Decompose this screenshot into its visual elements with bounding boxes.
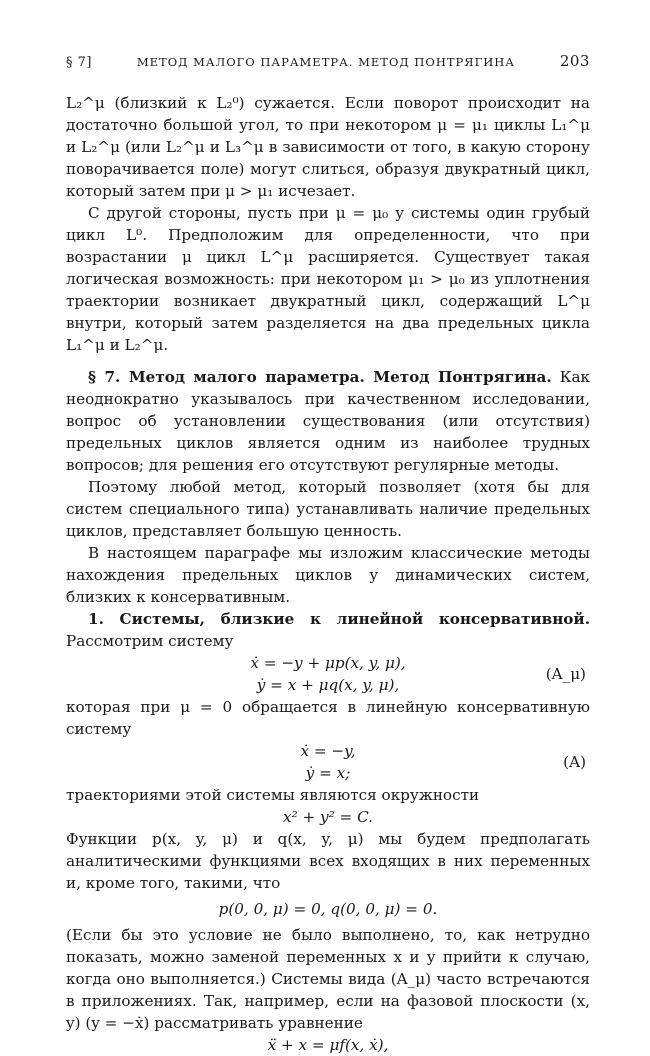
equation-condition: p(0, 0, μ) = 0, q(0, 0, μ) = 0.: [218, 900, 438, 918]
equation-circle: x² + y² = C.: [283, 808, 373, 826]
equation-last: ẍ + x = μf(x, ẋ),: [267, 1036, 389, 1054]
paragraph-9: Функции p(x, y, μ) и q(x, y, μ) мы будем предполагать аналитическими функциями всех входящих в них переменных и, кроме того, такими, что: [66, 830, 590, 892]
section-7-intro: [66, 366, 590, 476]
paragraph-5: В настоящем параграфе мы изложим классические методы нахождения предельных циклов у динамических систем, близких к консервативным.: [66, 544, 590, 606]
equation-tag-a-mu: (A_μ): [545, 665, 586, 683]
equation-a-line-2: [66, 753, 590, 784]
equation-circle-line: [66, 806, 590, 828]
running-header: [66, 52, 590, 70]
paragraph-1: L₂^μ (близкий к L₂⁰) сужается. Если поворот происходит на достаточно большой угол, то при некотором μ = μ₁ циклы L₁^μ и L₂^μ (или L₂^μ и L₃^μ в зависимости от того, в какую сторону поворачивается поле) могут слиться, образуя двукратный цикл, который затем при μ > μ₁ исчезает.: [66, 94, 590, 200]
equation-last-line: [66, 1034, 590, 1056]
book-page: [66, 52, 590, 1056]
equation-a-mu-1: ẋ = −y + μp(x, y, μ),: [250, 654, 406, 672]
equation-a-mu-2: ẏ = x + μq(x, y, μ),: [256, 676, 400, 694]
equation-a-1: ẋ = −y,: [300, 742, 356, 760]
equation-tag-a: (A): [563, 753, 586, 771]
equation-a-mu-line-1: [66, 652, 590, 674]
equation-a-mu-line-2: [66, 665, 590, 696]
paragraph-4: Поэтому любой метод, который позволяет (хотя бы для систем специального типа) устанавливать наличие предельных циклов, представляет большую ценность.: [66, 478, 590, 540]
equation-a-line-1: [66, 740, 590, 762]
subsection-intro: [66, 608, 590, 652]
equation-a-2: ẏ = x;: [305, 764, 351, 782]
page-number: 203: [559, 52, 590, 70]
header-section: § 7]: [66, 55, 92, 70]
section-intro-text: Как неоднократно указывалось при качественном исследовании, вопрос об установлении существования (или отсутствия) предельных циклов является одним из наиболее трудных вопросов; для решения его отсутствуют регулярные методы.: [66, 368, 591, 474]
subsection-heading: 1. Системы, близкие к линейной консервативной.: [88, 610, 590, 628]
paragraph-10: (Если бы это условие не было выполнено, то, как нетрудно показать, можно заменой переменных x и y прийти к случаю, когда оно выполняется.) Системы вида (A_μ) часто встречаются в приложениях. Так, например, если на фазовой плоскости (x, y) (y = −ẋ) рассматривать уравнение: [66, 926, 590, 1032]
section-heading: § 7. Метод малого параметра. Метод Понтрягина.: [88, 368, 552, 386]
paragraph-8: траекториями этой системы являются окружности: [66, 786, 480, 804]
equation-condition-line: [66, 898, 590, 920]
subsection-text: Рассмотрим систему: [66, 632, 234, 650]
paragraph-7: которая при μ = 0 обращается в линейную консервативную систему: [66, 698, 590, 738]
header-title: МЕТОД МАЛОГО ПАРАМЕТРА. МЕТОД ПОНТРЯГИНА: [136, 55, 515, 69]
paragraph-2: С другой стороны, пусть при μ = μ₀ у системы один грубый цикл L⁰. Предположим для определенности, что при возрастании μ цикл L^μ расширяется. Существует такая логическая возможность: при некотором μ₁ > μ₀ из уплотнения траектории возникает двукратный цикл, содержащий L^μ внутри, который затем разделяется на два предельных цикла L₁^μ и L₂^μ.: [66, 204, 590, 354]
